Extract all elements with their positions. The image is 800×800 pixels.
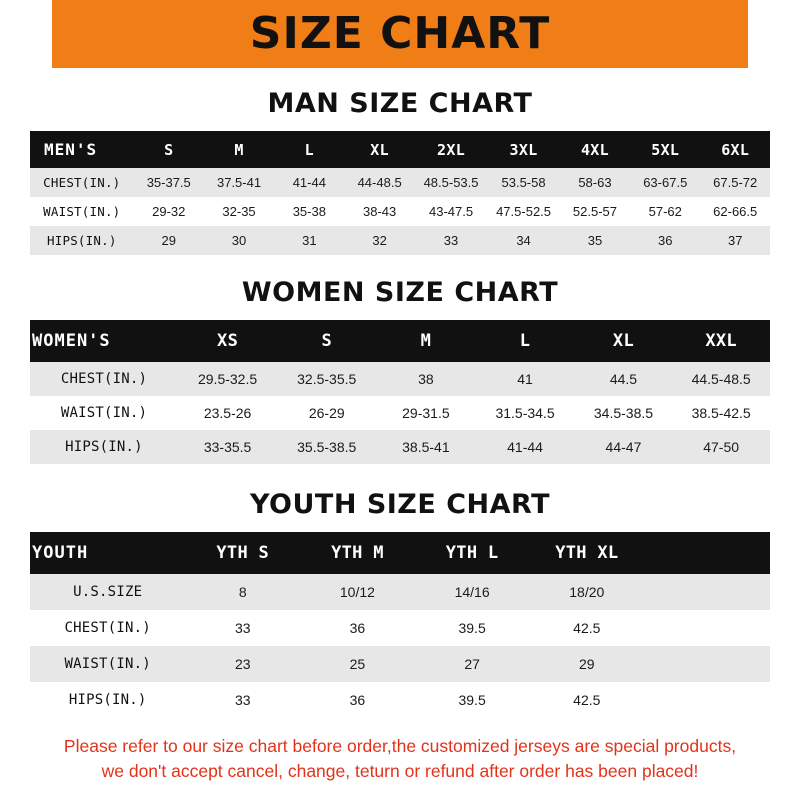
women-waist-xxl: 38.5-42.5 xyxy=(691,405,751,421)
youth-header-s: YTH S xyxy=(216,543,270,563)
youth-waist-l: 27 xyxy=(464,656,480,672)
women-header-l: L xyxy=(519,331,531,351)
youth-waist-spacer xyxy=(644,646,770,682)
women-hips-s: 35.5-38.5 xyxy=(297,439,357,455)
women-header-xl: XL xyxy=(612,331,634,351)
footer-note-line-1: Please refer to our size chart before order,the customized jerseys are special products, xyxy=(63,736,737,756)
man-header-xl: XL xyxy=(370,140,389,159)
man-header-4xl: 4XL xyxy=(580,140,609,159)
women-chest-xxl: 44.5-48.5 xyxy=(691,371,751,387)
man-header-3xl: 3XL xyxy=(509,140,538,159)
man-chest-3xl: 53.5-58 xyxy=(501,175,546,190)
youth-hips-m: 36 xyxy=(349,692,366,708)
youth-chest-l: 39.5 xyxy=(458,620,486,636)
women-section-title: WOMEN SIZE CHART xyxy=(241,277,559,308)
women-header-m: M xyxy=(420,331,432,351)
women-header-xs: XS xyxy=(217,331,239,351)
man-waist-m: 32-35 xyxy=(222,204,256,219)
man-row-chest-label: CHEST(IN.) xyxy=(43,175,121,190)
women-chest-s: 32.5-35.5 xyxy=(297,371,357,387)
man-chest-xl: 44-48.5 xyxy=(357,175,402,190)
man-chest-4xl: 58-63 xyxy=(578,175,612,190)
man-chart-wrapper xyxy=(0,131,800,255)
man-section-title: MAN SIZE CHART xyxy=(267,88,533,119)
footer-note xyxy=(0,734,800,785)
women-chest-l: 41 xyxy=(517,371,533,387)
table-row xyxy=(30,168,770,197)
women-header-label: WOMEN'S xyxy=(32,331,111,351)
youth-chart-wrapper xyxy=(0,532,800,718)
women-row-hips-label: HIPS(IN.) xyxy=(65,439,143,455)
man-hips-xl: 32 xyxy=(372,233,387,248)
youth-ussize-spacer xyxy=(644,574,770,610)
man-waist-xl: 38-43 xyxy=(363,204,397,219)
women-chest-m: 38 xyxy=(418,371,434,387)
women-hips-xs: 33-35.5 xyxy=(203,439,252,455)
youth-table-header-row xyxy=(30,532,770,574)
youth-hips-spacer xyxy=(644,682,770,718)
women-row-chest-label: CHEST(IN.) xyxy=(60,371,148,387)
youth-section-title: YOUTH SIZE CHART xyxy=(249,489,551,520)
women-header-s: S xyxy=(321,331,332,351)
women-waist-xs: 23.5-26 xyxy=(203,405,252,421)
table-row xyxy=(30,396,770,430)
youth-waist-xl: 29 xyxy=(579,656,595,672)
man-header-6xl: 6XL xyxy=(721,140,750,159)
youth-row-waist-label: WAIST(IN.) xyxy=(64,656,151,672)
man-header-5xl: 5XL xyxy=(651,140,680,159)
women-header-xxl: XXL xyxy=(705,331,737,351)
man-waist-4xl: 52.5-57 xyxy=(572,204,617,219)
table-row xyxy=(30,574,770,610)
man-row-hips-label: HIPS(IN.) xyxy=(47,233,117,248)
man-waist-2xl: 43-47.5 xyxy=(428,204,474,219)
man-row-waist-label: WAIST(IN.) xyxy=(43,204,121,219)
youth-header-l: YTH L xyxy=(445,543,499,563)
women-chest-xl: 44.5 xyxy=(609,371,638,387)
youth-ussize-l: 14/16 xyxy=(454,584,490,600)
table-row xyxy=(30,226,770,255)
man-chest-6xl: 67.5-72 xyxy=(713,175,758,190)
table-row xyxy=(30,682,770,718)
man-hips-4xl: 35 xyxy=(587,233,603,248)
youth-header-label: YOUTH xyxy=(32,543,89,563)
man-size-table xyxy=(30,131,770,255)
youth-chest-m: 36 xyxy=(349,620,366,636)
man-header-2xl: 2XL xyxy=(437,140,466,159)
women-waist-l: 31.5-34.5 xyxy=(495,405,555,421)
man-hips-5xl: 36 xyxy=(658,233,673,248)
table-row xyxy=(30,197,770,226)
man-hips-m: 30 xyxy=(231,233,247,248)
women-hips-l: 41-44 xyxy=(507,439,543,455)
women-table-header-row xyxy=(30,320,770,362)
youth-chest-s: 33 xyxy=(234,620,251,636)
man-waist-l: 35-38 xyxy=(292,204,326,219)
youth-size-table xyxy=(30,532,770,718)
youth-chest-spacer xyxy=(644,610,770,646)
youth-hips-xl: 42.5 xyxy=(573,692,601,708)
man-header-label: MEN'S xyxy=(44,140,98,159)
youth-chest-xl: 42.5 xyxy=(573,620,601,636)
man-hips-s: 29 xyxy=(161,233,176,248)
youth-header-xl: YTH XL xyxy=(555,543,619,563)
youth-row-hips-label: HIPS(IN.) xyxy=(68,692,147,708)
table-row xyxy=(30,362,770,396)
man-header-l: L xyxy=(304,140,314,159)
youth-row-chest-label: CHEST(IN.) xyxy=(64,620,151,636)
man-chest-2xl: 48.5-53.5 xyxy=(423,175,479,190)
man-chest-m: 37.5-41 xyxy=(216,175,262,190)
women-waist-xl: 34.5-38.5 xyxy=(593,405,654,421)
man-header-m: M xyxy=(234,140,244,159)
youth-hips-s: 33 xyxy=(234,692,251,708)
youth-ussize-s: 8 xyxy=(238,584,247,600)
youth-row-ussize-label: U.S.SIZE xyxy=(73,584,143,600)
youth-ussize-xl: 18/20 xyxy=(569,584,605,600)
women-hips-m: 38.5-41 xyxy=(402,439,450,455)
man-waist-3xl: 47.5-52.5 xyxy=(496,204,552,219)
header-banner xyxy=(0,0,800,68)
page-title: SIZE CHART xyxy=(249,8,551,59)
women-waist-m: 29-31.5 xyxy=(402,405,450,421)
man-hips-2xl: 33 xyxy=(443,233,459,248)
youth-header-m: YTH M xyxy=(331,543,384,563)
footer-note-line-2: we don't accept cancel, change, teturn or refund after order has been placed! xyxy=(101,761,699,782)
man-hips-3xl: 34 xyxy=(516,233,531,248)
youth-hips-l: 39.5 xyxy=(458,692,486,708)
man-hips-6xl: 37 xyxy=(727,233,743,248)
man-table-header-row xyxy=(30,131,770,168)
youth-waist-s: 23 xyxy=(234,656,251,672)
youth-waist-m: 25 xyxy=(349,656,366,672)
women-chart-wrapper xyxy=(0,320,800,464)
man-waist-s: 29-32 xyxy=(152,204,186,219)
man-chest-l: 41-44 xyxy=(292,175,326,190)
table-row xyxy=(30,610,770,646)
youth-header-spacer xyxy=(644,532,770,574)
youth-ussize-m: 10/12 xyxy=(339,584,375,600)
women-size-table xyxy=(30,320,770,464)
man-hips-l: 31 xyxy=(302,233,317,248)
women-row-waist-label: WAIST(IN.) xyxy=(60,405,148,421)
man-header-s: S xyxy=(164,140,174,159)
man-waist-5xl: 57-62 xyxy=(648,204,682,219)
table-row xyxy=(30,430,770,464)
women-chest-xs: 29.5-32.5 xyxy=(197,371,258,387)
women-hips-xxl: 47-50 xyxy=(703,439,740,455)
table-row xyxy=(30,646,770,682)
man-chest-s: 35-37.5 xyxy=(146,175,191,190)
man-waist-6xl: 62-66.5 xyxy=(713,204,758,219)
women-waist-s: 26-29 xyxy=(308,405,345,421)
women-hips-xl: 44-47 xyxy=(605,439,642,455)
man-chest-5xl: 63-67.5 xyxy=(643,175,688,190)
